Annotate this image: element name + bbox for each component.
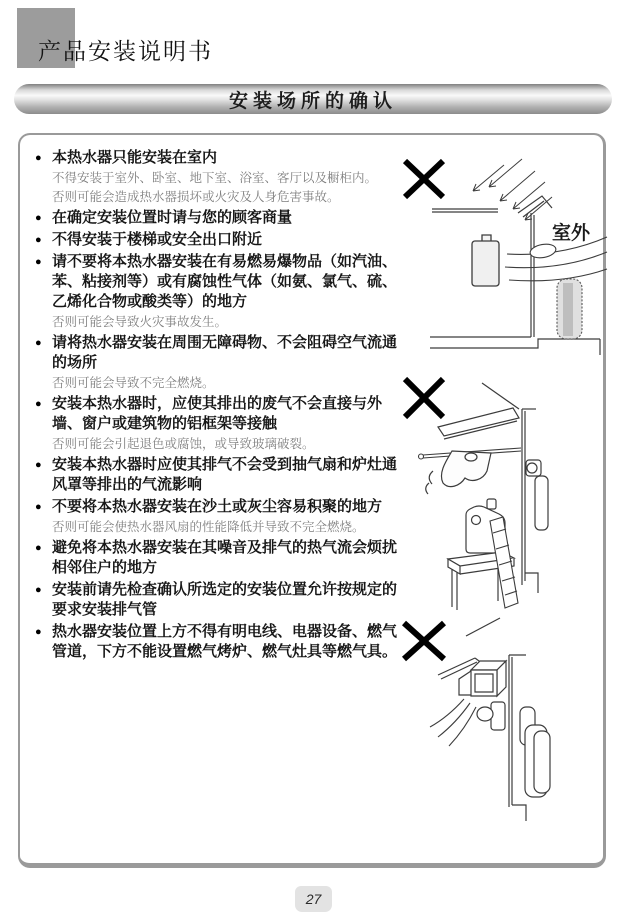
bullet-icon: ● <box>35 542 42 554</box>
instruction-item <box>35 333 411 392</box>
illustration-flammables-prohibited <box>386 373 608 623</box>
item-heading: 请将热水器安装在周围无障碍物、不会阻碍空气流通的场所 <box>52 334 398 371</box>
illustration-outdoor-prohibited <box>386 151 608 379</box>
item-heading: 安装本热水器时应使其排气不会受到抽气扇和炉灶通风罩等排出的气流影响 <box>52 456 398 493</box>
bullet-icon: ● <box>35 626 42 638</box>
instruction-item <box>35 394 411 453</box>
bullet-icon: ● <box>35 337 42 349</box>
document-title: 产品安装说明书 <box>38 38 213 64</box>
air-blast-drawing <box>430 699 476 746</box>
item-note: 否则可能会导致不完全燃烧。 <box>52 376 215 390</box>
shelf-drawing <box>438 383 519 439</box>
gas-cylinder-drawing <box>557 279 582 339</box>
item-heading: 在确定安装位置时请与您的顾客商量 <box>52 209 293 226</box>
instruction-item <box>35 622 411 662</box>
bullet-icon: ● <box>35 212 42 224</box>
water-heater-drawing <box>472 235 499 286</box>
x-mark-icon <box>404 623 444 659</box>
instruction-list <box>35 148 411 664</box>
bullet-icon: ● <box>35 584 42 596</box>
item-heading: 热水器安装位置上方不得有明电线、电器设备、燃气管道，下方不能设置燃气烤炉、燃气灶具等燃气具。 <box>52 623 398 660</box>
instruction-item <box>35 538 411 578</box>
section-banner <box>14 84 612 114</box>
bullet-icon: ● <box>35 256 42 268</box>
instruction-item <box>35 497 411 536</box>
x-mark-icon <box>405 161 443 197</box>
item-heading: 不得安装于楼梯或安全出口附近 <box>52 231 263 248</box>
item-note: 不得安装于室外、卧室、地下室、浴室、客厅以及橱柜内。 <box>52 171 378 185</box>
fan-motor-drawing <box>477 702 505 730</box>
x-mark-icon <box>405 379 443 417</box>
item-heading: 不要将本热水器安装在沙土或灰尘容易积聚的地方 <box>52 498 383 515</box>
instruction-item <box>35 230 411 250</box>
heater-behind-wall-drawing <box>520 707 550 797</box>
page-number-badge <box>295 886 332 912</box>
item-heading: 安装本热水器时，应使其排出的废气不会直接与外墙、窗户或建筑物的铝框架等接触 <box>52 395 383 432</box>
bullet-icon: ● <box>35 501 42 513</box>
item-heading: 避免将本热水器安装在其噪音及排气的热气流会烦扰相邻住户的地方 <box>52 539 398 576</box>
instruction-item <box>35 580 411 620</box>
instruction-item <box>35 208 411 228</box>
instruction-item <box>35 148 411 206</box>
item-note: 否则可能会使热水器风扇的性能降低并导致不完全燃烧。 <box>52 520 365 534</box>
bullet-icon: ● <box>35 152 42 164</box>
page-number: 27 <box>305 891 322 907</box>
item-note: 否则可能会导致火灾事故发生。 <box>52 315 228 329</box>
vent-hood-drawing <box>459 661 506 696</box>
item-heading: 安装前请先检查确认所选定的安装位置允许按规定的要求安装排气管 <box>52 581 398 618</box>
rain-drawing <box>473 159 552 220</box>
instruction-item <box>35 252 411 331</box>
content-box <box>18 133 606 868</box>
section-banner-title: 安装场所的确认 <box>228 90 397 112</box>
item-note: 否则可能会造成热水器损坏或火灾及人身危害事故。 <box>52 190 340 204</box>
outdoor-label: 室外 <box>552 223 591 244</box>
illustration-exhaust-airflow-prohibited <box>386 615 608 865</box>
item-heading: 请不要将本热水器安装在有易燃易爆物品（如汽油、苯、粘接剂等）或有腐蚀性气体（如氨、氯气、硫、乙烯化合物或酸类等）的地方 <box>52 253 398 310</box>
bullet-icon: ● <box>35 398 42 410</box>
item-note: 否则可能会引起退色或腐蚀，或导致玻璃破裂。 <box>52 437 315 451</box>
heater-behind-wall-drawing <box>526 460 548 530</box>
instruction-item <box>35 455 411 495</box>
bullet-icon: ● <box>35 459 42 471</box>
bullet-icon: ● <box>35 234 42 246</box>
item-heading: 本热水器只能安装在室内 <box>52 149 218 166</box>
